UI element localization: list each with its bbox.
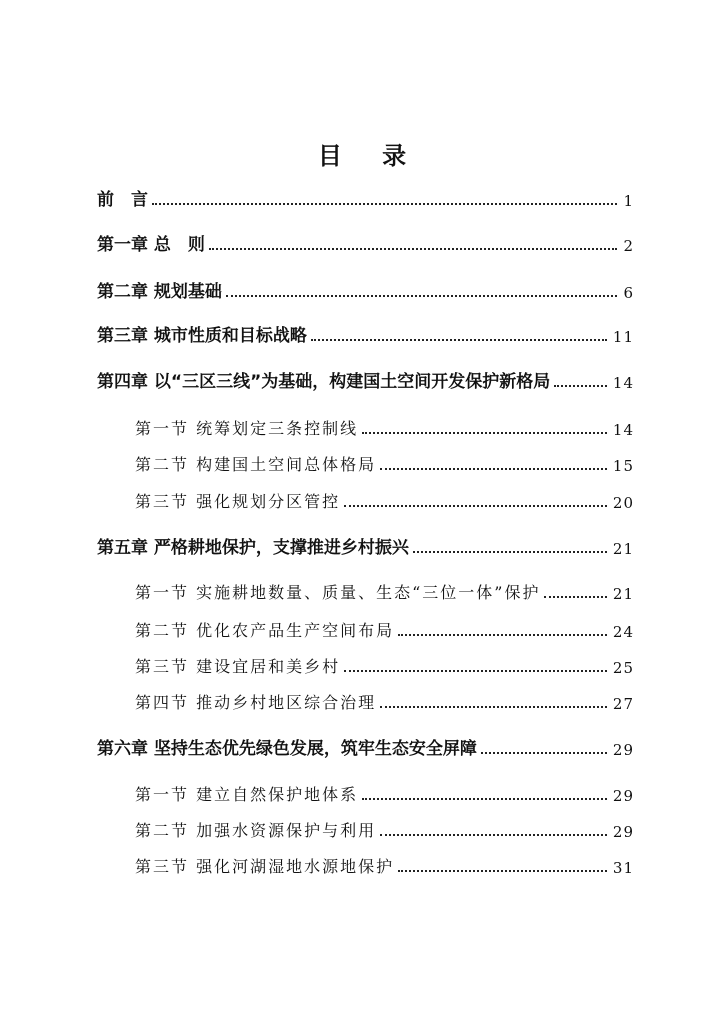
toc-entry-section-4-3[interactable] [135, 486, 634, 512]
toc-entry-section-6-1[interactable] [135, 779, 634, 805]
dot-leader [344, 670, 607, 672]
toc-entry-page: 11 [612, 328, 634, 346]
toc-entry-section-5-2[interactable] [135, 615, 634, 641]
toc-entry-preface[interactable] [97, 184, 634, 210]
toc-entry-page: 25 [612, 659, 634, 677]
toc-entry-page: 2 [623, 237, 634, 255]
dot-leader [413, 551, 607, 553]
toc-entry-label: 第二节 优化农产品生产空间布局 [135, 621, 395, 640]
toc-entry-label: 第四节 推动乡村地区综合治理 [135, 693, 377, 712]
toc-entry-chapter-4[interactable] [97, 366, 634, 392]
toc-entry-label: 第一节 建立自然保护地体系 [135, 785, 359, 804]
dot-leader [380, 834, 607, 836]
dot-leader [226, 295, 618, 297]
dot-leader [380, 706, 607, 708]
dot-leader [481, 752, 607, 754]
toc-entry-label: 第二章 规划基础 [97, 282, 222, 302]
toc-entry-label: 第二节 构建国土空间总体格局 [135, 455, 377, 474]
toc-entry-chapter-6[interactable] [97, 733, 634, 759]
toc-entry-label: 第三节 强化规划分区管控 [135, 492, 341, 511]
dot-leader [152, 203, 617, 205]
dot-leader [362, 798, 607, 800]
dot-leader [398, 870, 607, 872]
toc-entry-chapter-1[interactable] [97, 229, 634, 255]
toc-entry-label: 第一节 统筹划定三条控制线 [135, 419, 359, 438]
toc-entry-page: 27 [612, 695, 634, 713]
dot-leader [544, 596, 606, 598]
toc-entry-label: 第三章 城市性质和目标战略 [97, 326, 307, 346]
toc-entry-page: 29 [612, 741, 634, 759]
toc-entry-label: 第三节 强化河湖湿地水源地保护 [135, 857, 395, 876]
toc-entry-page: 14 [612, 421, 634, 439]
toc-entry-page: 24 [612, 623, 634, 641]
dot-leader [362, 432, 607, 434]
toc-title: 目 录 [317, 141, 423, 170]
toc-entry-section-4-1[interactable] [135, 413, 634, 439]
toc-entry-label: 第一章 总 则 [97, 235, 205, 255]
toc-entry-section-6-2[interactable] [135, 815, 634, 841]
toc-entry-section-4-2[interactable] [135, 449, 634, 475]
dot-leader [344, 505, 607, 507]
dot-leader [554, 385, 607, 387]
toc-entry-page: 29 [612, 823, 634, 841]
dot-leader [311, 339, 607, 341]
toc-entry-chapter-5[interactable] [97, 532, 634, 558]
toc-entry-section-5-1[interactable] [135, 577, 634, 603]
toc-entry-label: 第四章 以“三区三线”为基础，构建国土空间开发保护新格局 [97, 372, 551, 392]
toc-entry-label: 第一节 实施耕地数量、质量、生态“三位一体”保护 [135, 583, 541, 602]
toc-entry-page: 6 [623, 284, 634, 302]
toc-entry-section-5-4[interactable] [135, 687, 634, 713]
toc-entry-label: 前 言 [97, 190, 148, 210]
toc-entry-page: 21 [612, 585, 634, 603]
toc-entry-label: 第二节 加强水资源保护与利用 [135, 821, 377, 840]
toc-entry-label: 第五章 严格耕地保护，支撑推进乡村振兴 [97, 538, 409, 558]
toc-entry-page: 20 [612, 494, 634, 512]
toc-entry-section-5-3[interactable] [135, 651, 634, 677]
toc-entry-page: 1 [623, 192, 634, 210]
toc-entry-page: 29 [612, 787, 634, 805]
dot-leader [380, 468, 607, 470]
toc-entry-page: 15 [612, 457, 634, 475]
toc-entry-label: 第三节 建设宜居和美乡村 [135, 657, 341, 676]
dot-leader [398, 634, 607, 636]
toc-entry-page: 14 [612, 374, 634, 392]
toc-entry-chapter-2[interactable] [97, 276, 634, 302]
dot-leader [209, 248, 618, 250]
toc-entry-page: 21 [612, 540, 634, 558]
toc-entry-page: 31 [612, 859, 634, 877]
toc-entry-label: 第六章 坚持生态优先绿色发展，筑牢生态安全屏障 [97, 739, 477, 759]
toc-entry-chapter-3[interactable] [97, 320, 634, 346]
toc-entry-section-6-3[interactable] [135, 851, 634, 877]
